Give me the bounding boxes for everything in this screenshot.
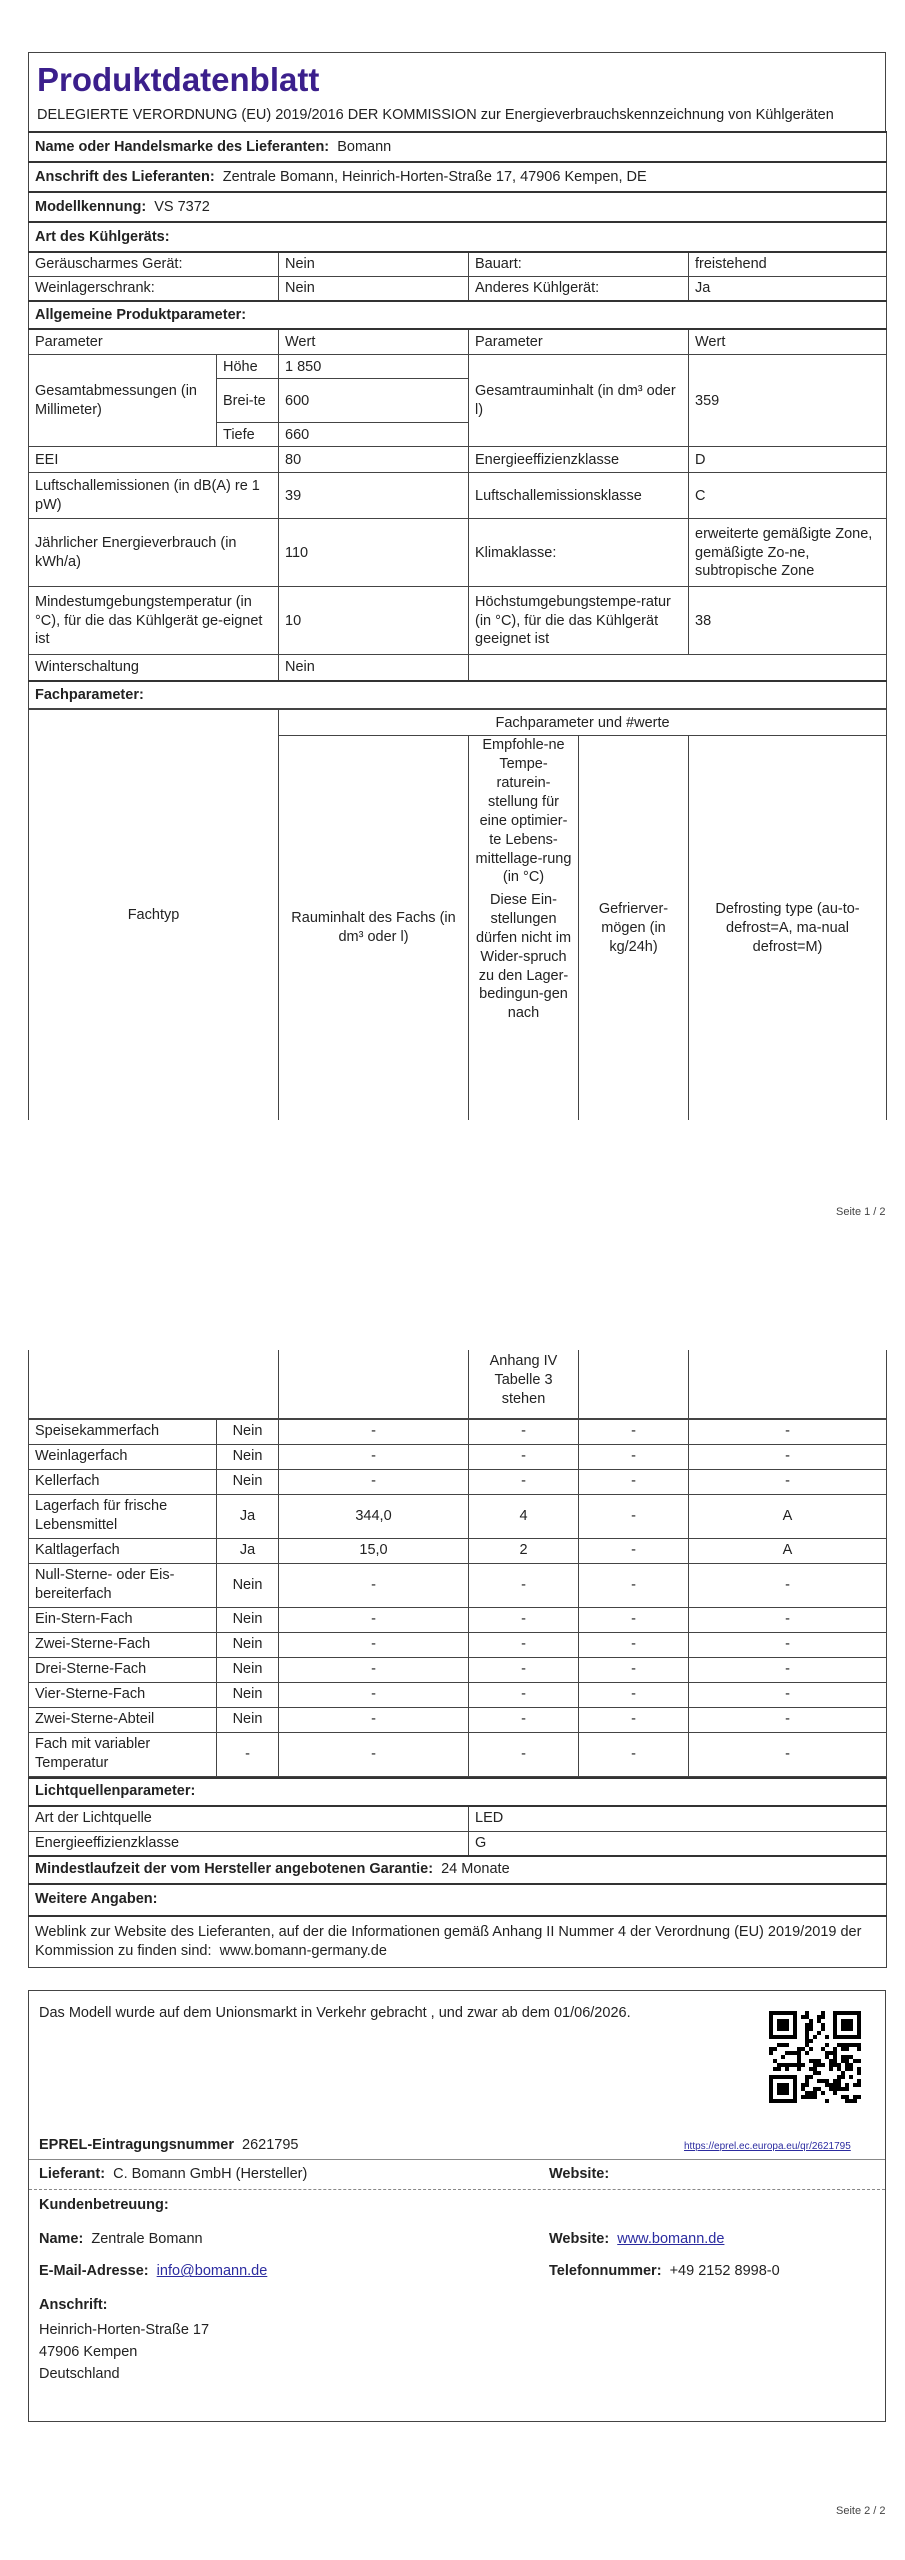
table-row — [29, 1607, 887, 1632]
compartment-name: Speisekammerfach — [29, 1419, 217, 1444]
compartment-defrost: - — [689, 1444, 887, 1469]
table-row — [29, 1444, 887, 1469]
support-heading: Kundenbetreuung: — [39, 2197, 169, 2214]
col-defrost: Defrosting type (au-to-defrost=A, ma-nual defrost=M) — [689, 736, 887, 1120]
empty-cell — [279, 1350, 469, 1418]
col-group-header: Fachparameter und #werte — [279, 710, 887, 736]
compartment-volume: - — [279, 1657, 469, 1682]
address-line-2: 47906 Kempen — [39, 2344, 138, 2361]
light-heading: Lichtquellenparameter: — [29, 1778, 887, 1806]
col-freeze: Gefrierver-mögen (in kg/24h) — [579, 736, 689, 1120]
table-row — [29, 1732, 887, 1776]
qr-module — [821, 2063, 825, 2067]
eprel-row — [39, 2137, 298, 2153]
noise-class-value: C — [689, 473, 887, 519]
table-row — [29, 1563, 887, 1607]
light-class-label: Energieeffizienzklasse — [29, 1832, 469, 1856]
compartment-temp: - — [469, 1469, 579, 1494]
phone-row — [549, 2263, 780, 2279]
qr-code-icon[interactable] — [769, 2011, 861, 2103]
qr-module — [857, 2047, 861, 2051]
col-temp-text-2: Diese Ein-stellungen dürfen nicht im Wider-spruch zu den Lager-bedingun-gen nach — [475, 892, 572, 1022]
support-name-label: Name: — [39, 2231, 84, 2248]
general-heading: Allgemeine Produktparameter: — [29, 301, 887, 329]
annual-consumption-value: 110 — [279, 519, 469, 587]
page-subtitle: DELEGIERTE VERORDNUNG (EU) 2019/2016 DER KOMMISSION zur Energieverbrauchskennzeichnung von Kühlgeräten — [37, 107, 834, 123]
qr-module — [841, 2075, 845, 2079]
compartment-present: Ja — [217, 1538, 279, 1563]
email-row — [39, 2263, 267, 2279]
qr-module — [821, 2027, 825, 2031]
light-type-value: LED — [469, 1806, 887, 1832]
noise-value: 39 — [279, 473, 469, 519]
other-appliance-label: Anderes Kühlgerät: — [469, 277, 689, 301]
compartment-temp: - — [469, 1657, 579, 1682]
qr-module — [809, 2039, 813, 2043]
qr-module — [833, 2091, 837, 2095]
supplier-address-row — [29, 162, 887, 192]
address-line-1: Heinrich-Horten-Straße 17 — [39, 2322, 210, 2339]
qr-module — [777, 2083, 789, 2095]
compartment-name: Lagerfach für frische Lebensmittel — [29, 1494, 217, 1538]
compartment-name: Null-Sterne- oder Eis-bereiterfach — [29, 1563, 217, 1607]
table-row — [29, 1657, 887, 1682]
compartment-defrost: - — [689, 1732, 887, 1776]
winter-value: Nein — [279, 655, 469, 681]
empty-cell — [469, 655, 887, 681]
type-heading: Art des Kühlgeräts: — [29, 222, 887, 252]
col-temp-part3: Anhang IV Tabelle 3 stehen — [469, 1350, 579, 1418]
compartment-name: Kaltlagerfach — [29, 1538, 217, 1563]
volume-label: Gesamtrauminhalt (in dm³ oder l) — [469, 355, 689, 447]
qr-module — [785, 2067, 789, 2071]
market-box — [28, 1990, 886, 2422]
page-number-2: Seite 2 / 2 — [836, 2505, 886, 2517]
eei-label: EEI — [29, 447, 279, 473]
compartment-name: Ein-Stern-Fach — [29, 1607, 217, 1632]
page-1 — [28, 52, 886, 1120]
table-row — [29, 1469, 887, 1494]
wine-cabinet-value: Nein — [279, 277, 469, 301]
qr-module — [809, 2027, 813, 2031]
compartment-temp: - — [469, 1732, 579, 1776]
qr-module — [857, 2083, 861, 2087]
min-temp-value: 10 — [279, 587, 469, 655]
compartment-defrost: - — [689, 1632, 887, 1657]
volume-value: 359 — [689, 355, 887, 447]
compartment-name: Weinlagerfach — [29, 1444, 217, 1469]
qr-module — [853, 2099, 857, 2103]
col-volume: Rauminhalt des Fachs (in dm³ oder l) — [279, 736, 469, 1120]
winter-label: Winterschaltung — [29, 655, 279, 681]
noise-class-label: Luftschallemissionsklasse — [469, 473, 689, 519]
qr-module — [809, 2047, 813, 2051]
compartment-name: Zwei-Sterne-Abteil — [29, 1707, 217, 1732]
max-temp-label: Höchstumgebungstempe-ratur (in °C), für die das Kühlgerät geeignet ist — [469, 587, 689, 655]
compartment-name: Kellerfach — [29, 1469, 217, 1494]
max-temp-value: 38 — [689, 587, 887, 655]
table-row — [29, 1494, 887, 1538]
col-temp-text: Empfohle-ne Tempe-raturein-stellung für eine optimier-te Lebens-mittellage-rung (in °C) — [475, 737, 572, 886]
model-value: VS 7372 — [154, 198, 210, 215]
qr-module — [825, 2035, 829, 2039]
qr-module — [817, 2071, 821, 2075]
qr-module — [813, 2095, 817, 2099]
divider — [29, 2159, 885, 2160]
qr-module — [777, 2067, 781, 2071]
low-noise-value: Nein — [279, 252, 469, 276]
compartment-freeze: - — [579, 1444, 689, 1469]
compartment-temp: - — [469, 1607, 579, 1632]
compartment-temp: - — [469, 1707, 579, 1732]
depth-value: 660 — [279, 423, 469, 447]
compartment-temp: - — [469, 1419, 579, 1444]
further-text: Weblink zur Website des Lieferanten, auf der die Informationen gemäß Anhang II Nummer 4 der Verordnung (EU) 2019/2019 der Kommission zu finden sind: — [35, 1924, 862, 1960]
compartment-present: Nein — [217, 1607, 279, 1632]
compartment-defrost: - — [689, 1607, 887, 1632]
eprel-link[interactable]: https://eprel.ec.europa.eu/qr/2621795 — [684, 2141, 851, 2153]
compartment-freeze: - — [579, 1657, 689, 1682]
qr-module — [805, 2083, 809, 2087]
warranty-label: Mindestlaufzeit der vom Hersteller angebotenen Garantie: — [35, 1861, 434, 1878]
compartment-present: Nein — [217, 1707, 279, 1732]
design-label: Bauart: — [469, 252, 689, 276]
compartment-freeze: - — [579, 1469, 689, 1494]
qr-module — [825, 2099, 829, 2103]
annual-consumption-label: Jährlicher Energieverbrauch (in kWh/a) — [29, 519, 279, 587]
supplier-row — [39, 2166, 307, 2182]
col-value-right: Wert — [689, 329, 887, 355]
width-value: 600 — [279, 379, 469, 423]
compartment-present: Nein — [217, 1632, 279, 1657]
compartment-temp: - — [469, 1444, 579, 1469]
qr-module — [845, 2087, 849, 2091]
compartment-freeze: - — [579, 1707, 689, 1732]
compartment-volume: - — [279, 1563, 469, 1607]
compartment-name: Vier-Sterne-Fach — [29, 1682, 217, 1707]
qr-module — [805, 2051, 809, 2055]
empty-cell — [689, 1350, 887, 1418]
height-label: Höhe — [217, 355, 279, 379]
qr-module — [841, 2019, 853, 2031]
qr-module — [781, 2055, 785, 2059]
website-label: Website: — [549, 2166, 610, 2183]
compartment-volume: - — [279, 1444, 469, 1469]
qr-module — [849, 2067, 853, 2071]
compartment-defrost: - — [689, 1657, 887, 1682]
compartment-defrost: - — [689, 1419, 887, 1444]
climate-label: Klimaklasse: — [469, 519, 689, 587]
supplier-name-value: Bomann — [337, 138, 392, 155]
support-name-value: Zentrale Bomann — [91, 2231, 203, 2248]
compartment-freeze: - — [579, 1732, 689, 1776]
col-fachtyp: Fachtyp — [29, 710, 279, 1120]
col-temp-part1 — [469, 736, 579, 1120]
compartment-defrost: A — [689, 1538, 887, 1563]
min-temp-label: Mindestumgebungstemperatur (in °C), für die das Kühlgerät ge-eignet ist — [29, 587, 279, 655]
table-row — [29, 1682, 887, 1707]
support-name-row — [39, 2231, 203, 2247]
page-title: Produktdatenblatt — [37, 61, 320, 98]
compartment-present: Ja — [217, 1494, 279, 1538]
compartment-present: Nein — [217, 1419, 279, 1444]
table-row — [29, 1538, 887, 1563]
noise-label: Luftschallemissionen (in dB(A) re 1 pW) — [29, 473, 279, 519]
qr-module — [829, 2067, 833, 2071]
supplier-address-label: Anschrift des Lieferanten: — [35, 168, 215, 185]
compartment-volume: - — [279, 1419, 469, 1444]
eei-value: 80 — [279, 447, 469, 473]
supplier-address-value: Zentrale Bomann, Heinrich-Horten-Straße 17, 47906 Kempen, DE — [222, 168, 647, 185]
compartment-present: Nein — [217, 1469, 279, 1494]
address-block — [39, 2319, 209, 2385]
table-row — [29, 1632, 887, 1657]
compartment-freeze: - — [579, 1632, 689, 1657]
compartment-present: Nein — [217, 1563, 279, 1607]
page-2 — [28, 1350, 886, 2422]
compartment-name: Drei-Sterne-Fach — [29, 1657, 217, 1682]
product-table — [28, 131, 887, 709]
qr-module — [809, 2075, 813, 2079]
compartment-defrost: - — [689, 1563, 887, 1607]
design-value: freistehend — [689, 252, 887, 276]
warranty-row — [29, 1856, 887, 1884]
qr-module — [773, 2047, 777, 2051]
compartment-volume: - — [279, 1607, 469, 1632]
compartment-present: Nein — [217, 1657, 279, 1682]
compartment-freeze: - — [579, 1682, 689, 1707]
compartment-volume: 344,0 — [279, 1494, 469, 1538]
support-website-link[interactable]: www.bomann.de — [617, 2231, 725, 2248]
climate-value: erweiterte gemäßigte Zone, gemäßigte Zo-ne, subtropische Zone — [689, 519, 887, 587]
compartment-defrost: - — [689, 1707, 887, 1732]
dashed-divider — [29, 2189, 885, 2190]
supplier-name-row — [29, 132, 887, 162]
page-number-1: Seite 1 / 2 — [836, 1206, 886, 1218]
supplier-name-label: Name oder Handelsmarke des Lieferanten: — [35, 138, 330, 155]
qr-module — [797, 2067, 801, 2071]
light-type-label: Art der Lichtquelle — [29, 1806, 469, 1832]
market-text: Das Modell wurde auf dem Unionsmarkt in Verkehr gebracht , und zwar ab dem 01/06/2026. — [39, 2005, 631, 2022]
light-table — [28, 1777, 887, 1969]
qr-module — [785, 2043, 789, 2047]
supplier-value: C. Bomann GmbH (Hersteller) — [113, 2166, 308, 2183]
warranty-value: 24 Monate — [441, 1861, 510, 1878]
compartment-temp: 2 — [469, 1538, 579, 1563]
compartment-defrost: - — [689, 1469, 887, 1494]
email-label: E-Mail-Adresse: — [39, 2263, 149, 2280]
qr-module — [845, 2047, 849, 2051]
further-url: www.bomann-germany.de — [219, 1943, 387, 1960]
light-class-value: G — [469, 1832, 887, 1856]
other-appliance-value: Ja — [689, 277, 887, 301]
supplier-label: Lieferant: — [39, 2166, 106, 2183]
qr-module — [857, 2095, 861, 2099]
qr-module — [821, 2091, 825, 2095]
depth-label: Tiefe — [217, 423, 279, 447]
table-row — [29, 1707, 887, 1732]
address-line-3: Deutschland — [39, 2366, 120, 2383]
compartment-temp: - — [469, 1563, 579, 1607]
compartment-volume: - — [279, 1732, 469, 1776]
address-label: Anschrift: — [39, 2297, 108, 2314]
email-link[interactable]: info@bomann.de — [156, 2263, 268, 2280]
col-value-left: Wert — [279, 329, 469, 355]
dims-label: Gesamtabmessungen (in Millimeter) — [29, 355, 217, 447]
title-block — [28, 52, 886, 131]
eprel-value: 2621795 — [242, 2137, 299, 2154]
qr-module — [825, 2043, 829, 2047]
model-label: Modellkennung: — [35, 198, 147, 215]
further-text-row — [29, 1916, 887, 1968]
qr-module — [777, 2019, 789, 2031]
qr-module — [769, 2051, 773, 2055]
qr-module — [857, 2071, 861, 2075]
qr-module — [817, 2031, 821, 2035]
energy-class-value: D — [689, 447, 887, 473]
compartment-present: Nein — [217, 1682, 279, 1707]
compartment-freeze: - — [579, 1607, 689, 1632]
compartment-temp: 4 — [469, 1494, 579, 1538]
phone-label: Telefonnummer: — [549, 2263, 662, 2280]
compartment-volume: - — [279, 1682, 469, 1707]
compartments-table — [28, 1350, 887, 1419]
support-website-row — [549, 2231, 724, 2247]
compartments-heading: Fachparameter: — [29, 681, 887, 709]
wine-cabinet-label: Weinlagerschrank: — [29, 277, 279, 301]
model-row — [29, 192, 887, 222]
qr-module — [821, 2015, 825, 2019]
eprel-label: EPREL-Eintragungsnummer — [39, 2137, 234, 2154]
width-label: Brei-te — [217, 379, 279, 423]
compartments-head-table — [28, 709, 887, 1120]
height-value: 1 850 — [279, 355, 469, 379]
energy-class-label: Energieeffizienzklasse — [469, 447, 689, 473]
compartment-volume: - — [279, 1469, 469, 1494]
support-website-label: Website: — [549, 2231, 610, 2248]
compartment-volume: 15,0 — [279, 1538, 469, 1563]
qr-module — [849, 2075, 853, 2079]
compartment-freeze: - — [579, 1419, 689, 1444]
qr-module — [857, 2059, 861, 2063]
col-param-right: Parameter — [469, 329, 689, 355]
further-heading: Weitere Angaben: — [29, 1884, 887, 1916]
table-row — [29, 1419, 887, 1444]
compartment-volume: - — [279, 1707, 469, 1732]
compartment-rows — [28, 1419, 887, 1777]
compartment-defrost: - — [689, 1682, 887, 1707]
compartment-name: Fach mit variabler Temperatur — [29, 1732, 217, 1776]
compartment-temp: - — [469, 1632, 579, 1657]
compartment-defrost: A — [689, 1494, 887, 1538]
compartment-present: - — [217, 1732, 279, 1776]
compartment-volume: - — [279, 1632, 469, 1657]
phone-value: +49 2152 8998-0 — [669, 2263, 780, 2280]
compartment-freeze: - — [579, 1494, 689, 1538]
qr-module — [801, 2063, 805, 2067]
empty-cell — [579, 1350, 689, 1418]
compartment-freeze: - — [579, 1563, 689, 1607]
compartment-freeze: - — [579, 1538, 689, 1563]
compartment-name: Zwei-Sterne-Fach — [29, 1632, 217, 1657]
col-param-left: Parameter — [29, 329, 279, 355]
empty-cell — [29, 1350, 279, 1418]
low-noise-label: Geräuscharmes Gerät: — [29, 252, 279, 276]
qr-module — [813, 2035, 817, 2039]
compartment-temp: - — [469, 1682, 579, 1707]
compartment-present: Nein — [217, 1444, 279, 1469]
